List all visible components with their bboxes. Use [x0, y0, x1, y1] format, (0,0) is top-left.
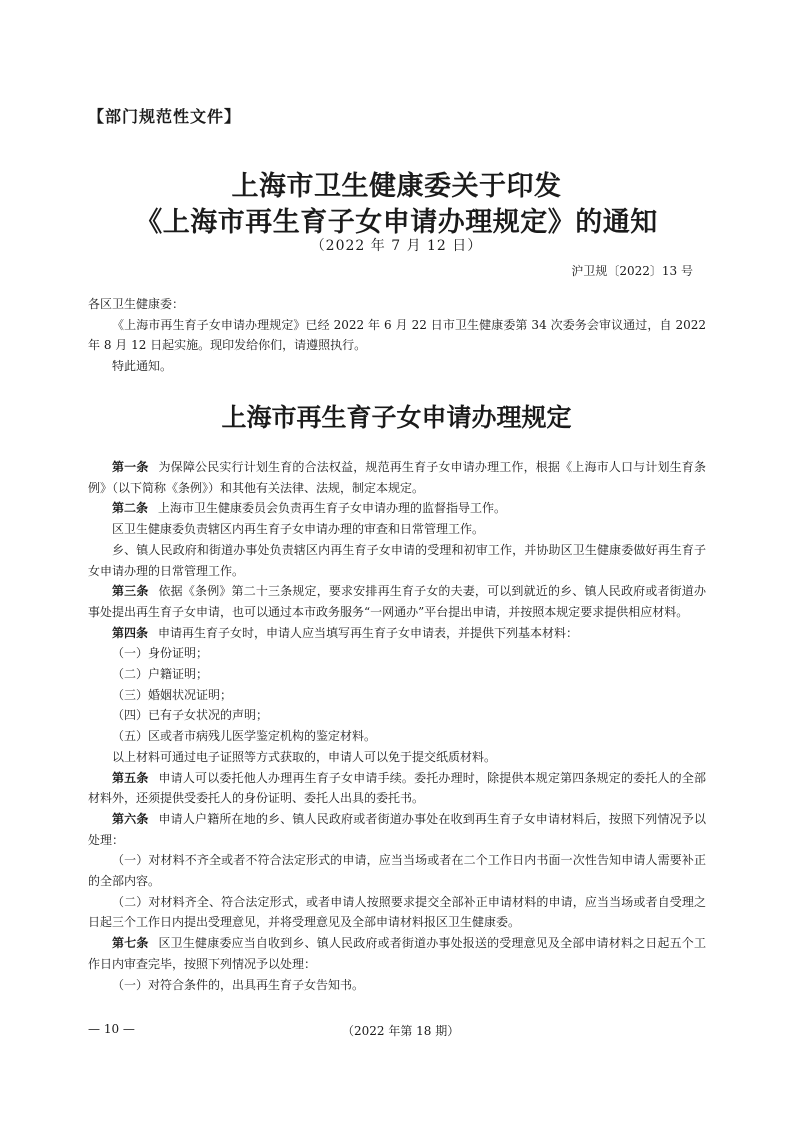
- article-label: 第三条: [112, 584, 149, 599]
- article-label: 第六条: [112, 811, 149, 826]
- article-label: 第二条: [112, 501, 149, 516]
- article-7: [88, 933, 706, 974]
- list-item: （一）身份证明；: [112, 646, 209, 661]
- list-item: （五）区或者市病残儿医学鉴定机构的鉴定材料。: [112, 729, 377, 744]
- article-label: 第七条: [112, 936, 149, 951]
- list-item: （三）婚姻状况证明；: [112, 687, 233, 702]
- issue-label: （2022 年第 18 期）: [342, 1024, 460, 1038]
- notice-paragraph: 《上海市再生育子女申请办理规定》已经 2022 年 6 月 22 日市卫生健康委第 34 次委务会审议通过，自 2022 年 8 月 12 日起实施。现印发给你们，请遵照执行。: [88, 317, 706, 352]
- rules-body: [88, 457, 706, 995]
- article-4: [88, 623, 706, 644]
- article-3: [88, 581, 706, 622]
- list-item: （二）户籍证明；: [112, 667, 209, 682]
- rules-title: 上海市再生育子女申请办理规定: [221, 403, 572, 432]
- notice-closing: 特此通知。: [112, 358, 173, 373]
- page-number: — 10 —: [88, 1022, 135, 1036]
- article-text: 依据《条例》第二十三条规定，要求安排再生育子女的夫妻，可以到就近的乡、镇人民政府或者街道办事处提出再生育子女申请，也可以通过本市政务服务“一网通办”平台提出申请，并按照本规定要求提供相应材料。: [88, 584, 706, 619]
- document-category: 【部门规范性文件】: [88, 107, 242, 126]
- list-item: （二）对材料齐全、符合法定形式，或者申请人按照要求提交全部补正申请材料的申请，应当当场或者自受理之日起三个工作日内提出受理意见，并将受理意见及全部申请材料报区卫生健康委。: [88, 894, 706, 930]
- article-6: [88, 809, 706, 850]
- article-text: 申请人可以委托他人办理再生育子女申请手续。委托办理时，除提供本规定第四条规定的委托人的全部材料外，还须提供受委托人的身份证明、委托人出具的委托书。: [88, 770, 706, 806]
- article-1: [88, 457, 706, 498]
- notice-body: [88, 294, 706, 376]
- article-text: 为保障公民实行计划生育的合法权益，规范再生育子女申请办理工作，根据《上海市人口与计划生育条例》（以下简称《条例》）和其他有关法律、法规，制定本规定。: [88, 460, 706, 495]
- article-label: 第一条: [112, 460, 149, 474]
- list-item: （四）已有子女状况的声明；: [112, 708, 269, 723]
- article-paragraph: 区卫生健康委负责辖区内再生育子女申请办理的审查和日常管理工作。: [112, 522, 485, 537]
- article-label: 第四条: [112, 625, 149, 640]
- article-text: 区卫生健康委应当自收到乡、镇人民政府或者街道办事处报送的受理意见及全部申请材料之日起五个工作日内审查完毕，按照下列情况予以处理：: [88, 936, 706, 971]
- notice-date: （2022 年 7 月 12 日）: [310, 238, 483, 254]
- notice-title-line2: 《上海市再生育子女申请办理规定》的通知: [135, 207, 658, 238]
- article-text: 申请人户籍所在地的乡、镇人民政府或者街道办事处在收到再生育子女申请材料后，按照下列情况予以处理：: [88, 811, 706, 847]
- article-2: [88, 498, 706, 519]
- article-5: [88, 768, 706, 809]
- list-item: （一）对符合条件的，出具再生育子女告知书。: [112, 977, 365, 992]
- notice-title-line1: 上海市卫生健康委关于印发: [231, 171, 562, 202]
- document-number: 沪卫规〔2022〕13 号: [571, 264, 693, 278]
- list-item: （一）对材料不齐全或者不符合法定形式的申请，应当当场或者在二个工作日内书面一次性告知申请人需要补正的全部内容。: [88, 853, 706, 889]
- article-paragraph: 乡、镇人民政府和街道办事处负责辖区内再生育子女申请的受理和初审工作，并协助区卫生健康委做好再生育子女申请办理的日常管理工作。: [88, 542, 706, 578]
- article-text: 申请再生育子女时，申请人应当填写再生育子女申请表，并提供下列基本材料：: [158, 625, 579, 640]
- notice-salutation: 各区卫生健康委：: [88, 297, 185, 311]
- article-paragraph: 以上材料可通过电子证照等方式获取的，申请人可以免于提交纸质材料。: [112, 749, 497, 764]
- article-label: 第五条: [112, 770, 149, 785]
- article-text: 上海市卫生健康委员会负责再生育子女申请办理的监督指导工作。: [158, 501, 507, 516]
